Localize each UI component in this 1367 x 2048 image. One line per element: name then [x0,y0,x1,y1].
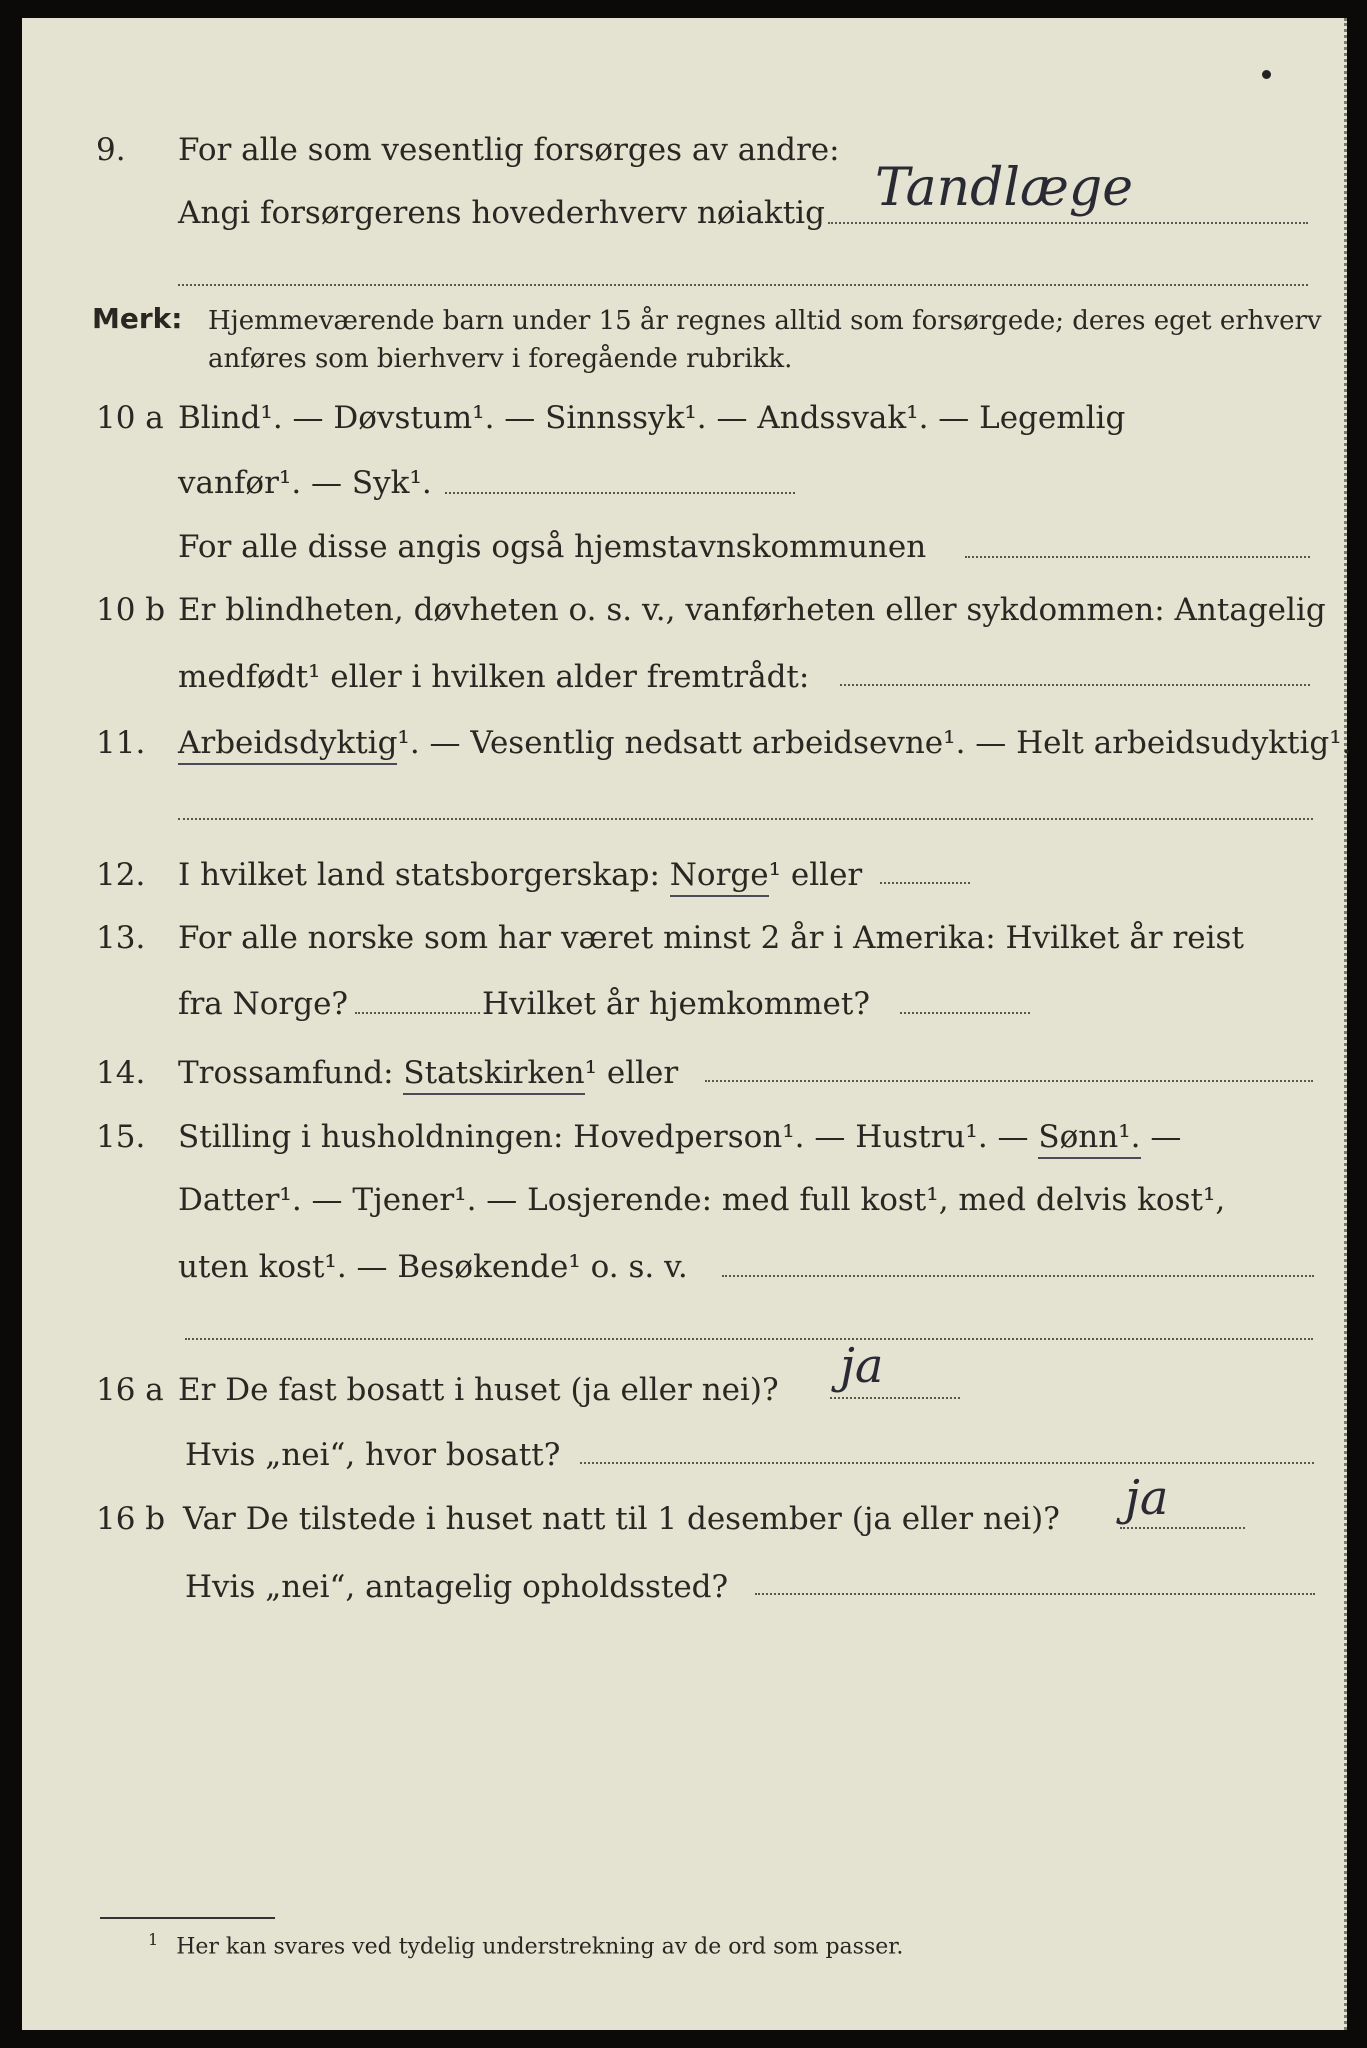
q12-after: ¹ eller [768,857,863,893]
q15-selected: Sønn¹. [1038,1119,1140,1159]
q12-text [178,850,862,900]
q15-options1: Stilling i husholdningen: Hovedperson¹. — Hustru¹. — [178,1119,1029,1155]
footnote [100,1930,903,1959]
q10b-question: Er blindheten, døvheten o. s. v., vanførheten eller sykdommen: Antagelig [178,592,1326,628]
q15-line3 [0,1242,1367,1292]
q9-extra-line[interactable] [178,284,1308,286]
q10b-line2 [0,652,1367,702]
footnote-text: Her kan svares ved tydelig understrekning av de ord som passer. [176,1934,904,1960]
q10b-number: 10 b [96,592,166,628]
q11-text [178,718,1352,768]
q9-line2 [0,188,1367,238]
q10a-options: Blind¹. — Døvstum¹. — Sinnssyk¹. — Andssvak¹. — Legemlig [178,400,1126,436]
q15-options3: uten kost¹. — Besøkende¹ o. s. v. [178,1249,688,1285]
q16a-answer-line[interactable] [830,1397,960,1399]
q11-extra-line[interactable] [178,818,1313,820]
q10a-number: 10 a [96,400,164,436]
q16b-line2 [0,1562,1367,1612]
q16a-line1 [0,1365,1367,1415]
q16b-question: Var De tilstede i huset natt til 1 desember (ja eller nei)? [183,1501,1060,1537]
q13-number: 13. [96,920,146,956]
q15-answer-line[interactable] [722,1275,1314,1277]
q16a-question: Er De fast bosatt i huset (ja eller nei)? [178,1372,779,1408]
q10b-answer-line[interactable] [840,684,1310,686]
q9-number: 9. [96,132,126,168]
q14-answer-line[interactable] [705,1080,1313,1082]
q11-number: 11. [96,725,146,761]
q16b-number: 16 b [96,1501,166,1537]
q10a-line1 [0,393,1367,443]
q14-number: 14. [96,1055,146,1091]
footnote-rule [100,1917,275,1919]
q12-question: I hvilket land statsborgerskap: [178,857,660,893]
q10b-question2: medfødt¹ eller i hvilken alder fremtrådt: [178,659,810,695]
q16b-answer: ja [1125,1470,1169,1526]
q9-answer: Tandlæge [875,158,1133,218]
q15-number: 15. [96,1119,146,1155]
merk-label: Merk: [92,302,183,335]
q11-line [0,718,1367,768]
q13-right-line[interactable] [900,1012,1030,1014]
q12-line [0,850,1367,900]
q9-prompt: Angi forsørgerens hovederhverv nøiaktig [178,195,825,231]
q15-line2 [0,1175,1367,1225]
q9-answer-line[interactable] [828,222,1308,224]
q15-options2: Datter¹. — Tjener¹. — Losjerende: med full kost¹, med delvis kost¹, [178,1182,1226,1218]
q14-after: ¹ eller [584,1055,679,1091]
q16a-followup-line[interactable] [580,1462,1314,1464]
q12-answer-line[interactable] [880,882,970,884]
q10a-home: For alle disse angis også hjemstavnskommunen [178,529,927,565]
merk-text1: Hjemmeværende barn under 15 år regnes alltid som forsørgede; deres eget erhverv [208,306,1322,336]
q16b-followup-line[interactable] [755,1593,1315,1595]
q15-line1 [0,1112,1367,1162]
q15-dash: — [1150,1119,1182,1155]
q14-line [0,1048,1367,1098]
footnote-mark: 1 [148,1930,159,1949]
q10a-line3 [0,522,1367,572]
merk-text2: anføres som bierhverv i foregående rubrikk. [208,344,793,374]
q13-left: fra Norge? [178,986,349,1022]
q12-number: 12. [96,857,146,893]
q14-text [178,1048,678,1098]
q13-question: For alle norske som har været minst 2 år i Amerika: Hvilket år reist [178,920,1244,956]
q15-extra-line[interactable] [185,1338,1313,1340]
q12-selected: Norge [670,857,769,897]
q14-question: Trossamfund: [178,1055,394,1091]
q9-question: For alle som vesentlig forsørges av andre: [178,132,840,168]
q13-left-line[interactable] [355,1012,480,1014]
q16a-answer: ja [840,1338,884,1394]
q16a-followup: Hvis „nei“, hvor bosatt? [185,1437,561,1473]
q11-rest: ¹. — Vesentlig nedsatt arbeidsevne¹. — Helt arbeidsudyktig¹. [397,725,1352,761]
q13-line2 [0,979,1367,1029]
q16b-followup: Hvis „nei“, antagelig opholdssted? [185,1569,729,1605]
merk-line2 [0,334,1367,384]
q15-text1 [178,1112,1181,1162]
q16a-number: 16 a [96,1372,164,1408]
q10a-line2 [0,458,1367,508]
ink-dot [1262,70,1271,79]
q10a-home-line[interactable] [965,556,1310,558]
q9-line1 [0,125,1367,175]
q13-right: Hvilket år hjemkommet? [482,986,870,1022]
q10b-line1 [0,585,1367,635]
q14-selected: Statskirken [403,1055,584,1095]
q16b-answer-line[interactable] [1120,1527,1245,1529]
q13-line1 [0,913,1367,963]
q10a-answer-line[interactable] [445,492,795,494]
q11-selected: Arbeidsdyktig [178,725,397,765]
q10a-options2: vanfør¹. — Syk¹. [178,465,432,501]
